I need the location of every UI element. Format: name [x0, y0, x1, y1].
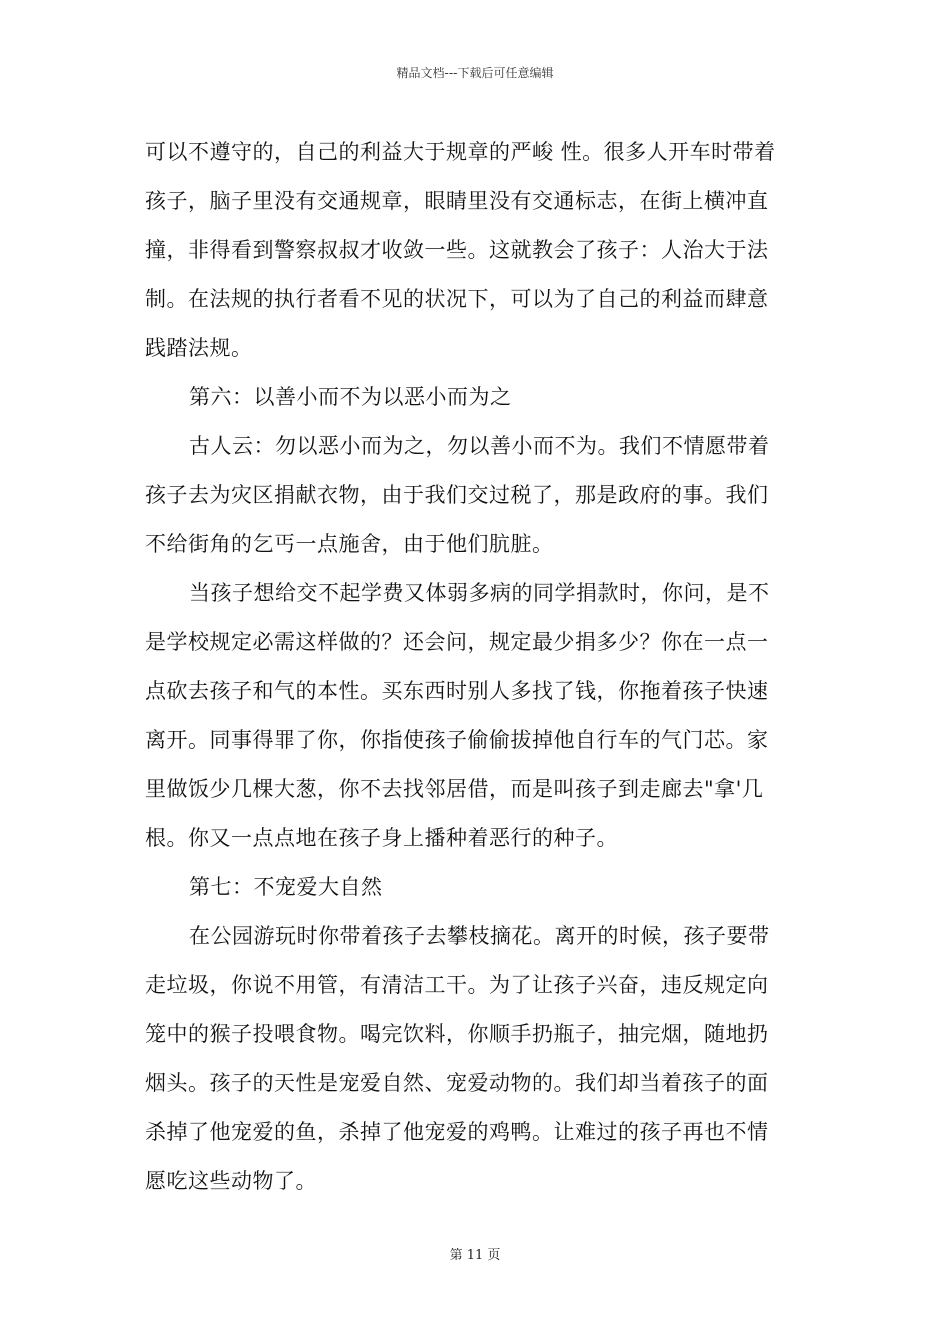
body-line: 践踏法规。: [145, 336, 253, 360]
document-body: [145, 128, 810, 1206]
body-line: 孩子去为灾区捐献衣物，由于我们交过税了，那是政府的事。我们: [145, 483, 769, 507]
body-line: 制。在法规的执行者看不见的状况下，可以为了自己的利益而肆意: [145, 287, 769, 311]
body-line: 离开。同事得罪了你，你指使孩子偷偷拔掉他自行车的气门芯。家: [145, 728, 769, 752]
paragraph-first-line: 古人云：勿以恶小而为之，勿以善小而不为。我们不情愿带着: [189, 434, 770, 458]
page-number: 第 11 页: [449, 1248, 501, 1263]
body-line: 是学校规定必需这样做的？还会问，规定最少捐多少？你在一点一: [145, 630, 769, 654]
body-line: 走垃圾，你说不用管，有清洁工干。为了让孩子兴奋，违反规定向: [145, 973, 769, 997]
body-line: 孩子，脑子里没有交通规章，眼睛里没有交通标志，在街上横冲直: [145, 189, 769, 213]
page-header: 精品文档---下载后可任意编辑: [396, 66, 554, 80]
paragraph-first-line: 在公园游玩时你带着孩子去攀枝摘花。离开的时候，孩子要带: [189, 924, 770, 948]
body-line: 可以不遵守的，自己的利益大于规章的严峻 性。很多人开车时带着: [145, 140, 776, 164]
section-heading: 第七：不宠爱大自然: [189, 875, 383, 899]
section-heading: 第六：以善小而不为以恶小而为之: [189, 385, 512, 409]
body-line: 笼中的猴子投喂食物。喝完饮料，你顺手扔瓶子，抽完烟，随地扔: [145, 1022, 769, 1046]
body-line: 点砍去孩子和气的本性。买东西时别人多找了钱，你拖着孩子快速: [145, 679, 769, 703]
body-line: 里做饭少几棵大葱，你不去找邻居借，而是叫孩子到走廊去"拿'几: [145, 777, 764, 801]
body-line: 杀掉了他宠爱的鱼，杀掉了他宠爱的鸡鸭。让难过的孩子再也不情: [145, 1120, 769, 1144]
body-line: 烟头。孩子的天性是宠爱自然、宠爱动物的。我们却当着孩子的面: [145, 1071, 769, 1095]
paragraph-first-line: 当孩子想给交不起学费又体弱多病的同学捐款时，你问，是不: [189, 581, 770, 605]
body-line: 愿吃这些动物了。: [145, 1169, 317, 1193]
body-line: 不给街角的乞丐一点施舍，由于他们肮脏。: [145, 532, 554, 556]
body-line: 根。你又一点点地在孩子身上播种着恶行的种子。: [145, 826, 618, 850]
body-line: 撞，非得看到警察叔叔才收敛一些。这就教会了孩子：人治大于法: [145, 238, 769, 262]
